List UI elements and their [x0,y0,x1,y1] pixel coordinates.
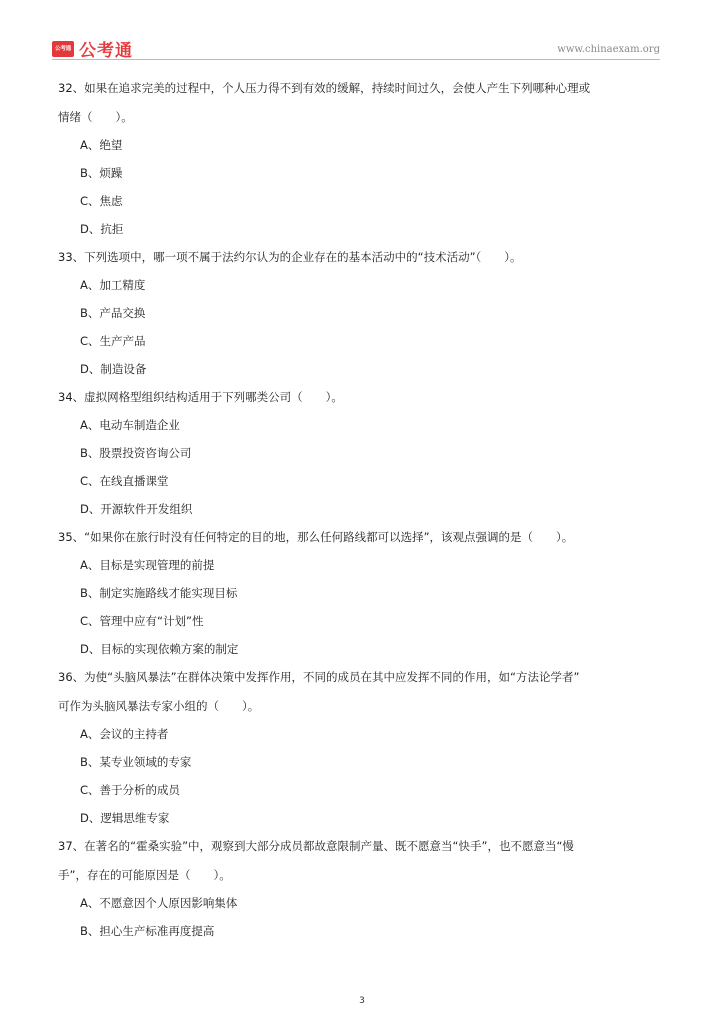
question-36-option-a: A、会议的主持者 [80,727,169,741]
header-divider [52,59,660,60]
logo [52,36,133,61]
question-36-line-1: 36、为使“头脑风暴法”在群体决策中发挥作用，不同的成员在其中应发挥不同的作用，如“方法论学者” [58,670,580,684]
site-url: www.chinaexam.org [557,44,660,55]
question-33-option-a: A、加工精度 [80,278,146,292]
question-34-option-a: A、电动车制造企业 [80,418,180,432]
question-36-option-c: C、善于分析的成员 [80,783,181,797]
logo-badge-icon: 公考通 [52,41,74,57]
question-35-option-c: C、管理中应有“计划”性 [80,614,204,628]
question-33-line-1: 33、下列选项中，哪一项不属于法约尔认为的企业存在的基本活动中的“技术活动”（ ）。 [58,250,522,264]
question-34-option-d: D、开源软件开发组织 [80,502,193,516]
question-35-option-a: A、目标是实现管理的前提 [80,558,215,572]
question-34-option-c: C、在线直播课堂 [80,474,169,488]
question-35-option-b: B、制定实施路线才能实现目标 [80,586,238,600]
question-35-line-1: 35、“如果你在旅行时没有任何特定的目的地，那么任何路线都可以选择”，该观点强调的是（ ）。 [58,530,574,544]
question-36-option-d: D、逻辑思维专家 [80,811,170,825]
question-34-line-1: 34、虚拟网格型组织结构适用于下列哪类公司（ ）。 [58,390,343,404]
question-32-line-1: 32、如果在追求完美的过程中，个人压力得不到有效的缓解，持续时间过久，会使人产生下列哪种心理或 [58,81,591,95]
page-header [0,0,724,64]
question-32-option-a: A、绝望 [80,138,123,152]
question-32-option-b: B、烦躁 [80,166,123,180]
question-33-option-d: D、制造设备 [80,362,147,376]
question-34-option-b: B、股票投资咨询公司 [80,446,192,460]
logo-text: 公考通 [79,41,133,61]
question-32-line-2: 情绪（ ）。 [58,110,133,124]
question-33-option-b: B、产品交换 [80,306,146,320]
question-36-line-2: 可作为头脑风暴法专家小组的（ ）。 [58,699,260,713]
question-32-option-d: D、抗拒 [80,222,124,236]
question-37-option-b: B、担心生产标准再度提高 [80,924,215,938]
question-35-option-d: D、目标的实现依赖方案的制定 [80,642,239,656]
question-37-line-2: 手”，存在的可能原因是（ ）。 [58,868,231,882]
question-37-line-1: 37、在著名的“霍桑实验”中，观察到大部分成员都故意限制产量、既不愿意当“快手”，也不愿意当“慢 [58,839,574,853]
question-list [58,79,670,940]
page-number: 3 [359,996,365,1006]
question-32-option-c: C、焦虑 [80,194,123,208]
question-37-option-a: A、不愿意因个人原因影响集体 [80,896,238,910]
question-33-option-c: C、生产产品 [80,334,146,348]
question-36-option-b: B、某专业领域的专家 [80,755,192,769]
